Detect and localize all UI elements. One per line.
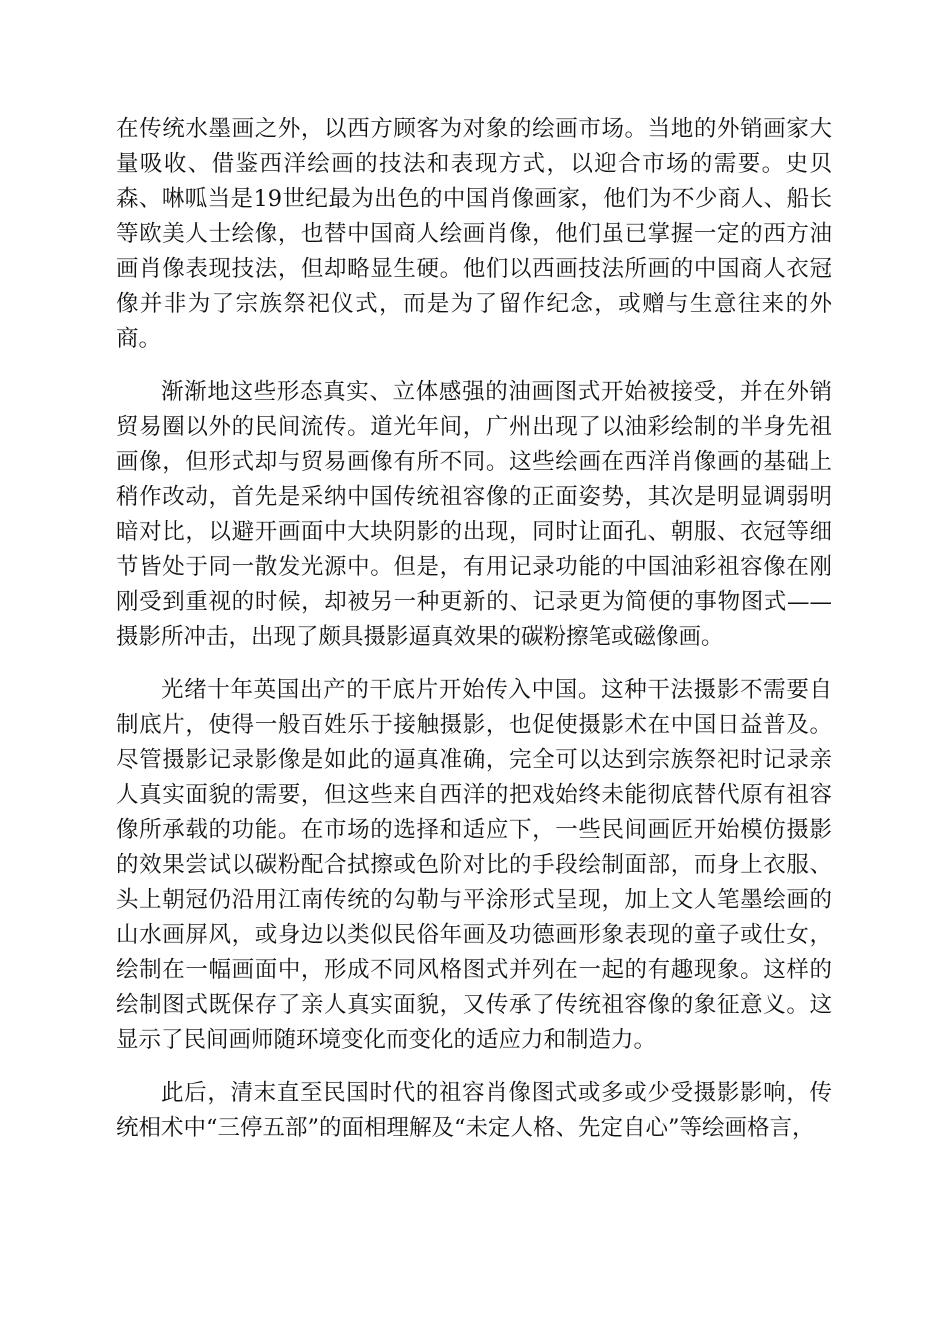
document-body xyxy=(116,112,832,1146)
paragraph-3: 光绪十年英国出产的干底片开始传入中国。这种干法摄影不需要自制底片，使得一般百姓乐于接触摄影，也促使摄影术在中国日益普及。尽管摄影记录影像是如此的逼真准确，完全可以达到宗族祭祀时记录亲人真实面貌的需要，但这些来自西洋的把戏始终未能彻底替代原有祖容像所承载的功能。在市场的选择和适应下，一些民间画匠开始模仿摄影的效果尝试以碳粉配合拭擦或色阶对比的手段绘制面部，而身上衣服、头上朝冠仍沿用江南传统的勾勒与平涂形式呈现，加上文人笔墨绘画的山水画屏风，或身边以类似民俗年画及功德画形象表现的童子或仕女，绘制在一幅画面中，形成不同风格图式并列在一起的有趣现象。这样的绘制图式既保存了亲人真实面貌，又传承了传统祖容像的象征意义。这显示了民间画师随环境变化而变化的适应力和制造力。 xyxy=(116,677,832,1053)
paragraph-4: 此后，清末直至民国时代的祖容肖像图式或多或少受摄影影响，传统相术中“三停五部”的面相理解及“未定人格、先定自心”等绘画格言， xyxy=(116,1080,832,1141)
paragraph-2: 渐渐地这些形态真实、立体感强的油画图式开始被接受，并在外销贸易圈以外的民间流传。道光年间，广州出现了以油彩绘制的半身先祖画像，但形式却与贸易画像有所不同。这些绘画在西洋肖像画的基础上稍作改动，首先是采纳中国传统祖容像的正面姿势，其次是明显调弱明暗对比，以避开画面中大块阴影的出现，同时让面孔、朝服、衣冠等细节皆处于同一散发光源中。但是，有用记录功能的中国油彩祖容像在刚刚受到重视的时候，却被另一种更新的、记录更为简便的事物图式——摄影所冲击，出现了颇具摄影逼真效果的碳粉擦笔或磁像画。 xyxy=(116,379,832,650)
paragraph-1: 在传统水墨画之外，以西方顾客为对象的绘画市场。当地的外销画家大量吸收、借鉴西洋绘画的技法和表现方式，以迎合市场的需要。史贝森、啉呱当是19世纪最为出色的中国肖像画家，他们为不少商人、船长等欧美人士绘像，也替中国商人绘画肖像，他们虽已掌握一定的西方油画肖像表现技法，但却略显生硬。他们以西画技法所画的中国商人衣冠像并非为了宗族祭祀仪式，而是为了留作纪念，或赠与生意往来的外商。 xyxy=(116,116,832,352)
